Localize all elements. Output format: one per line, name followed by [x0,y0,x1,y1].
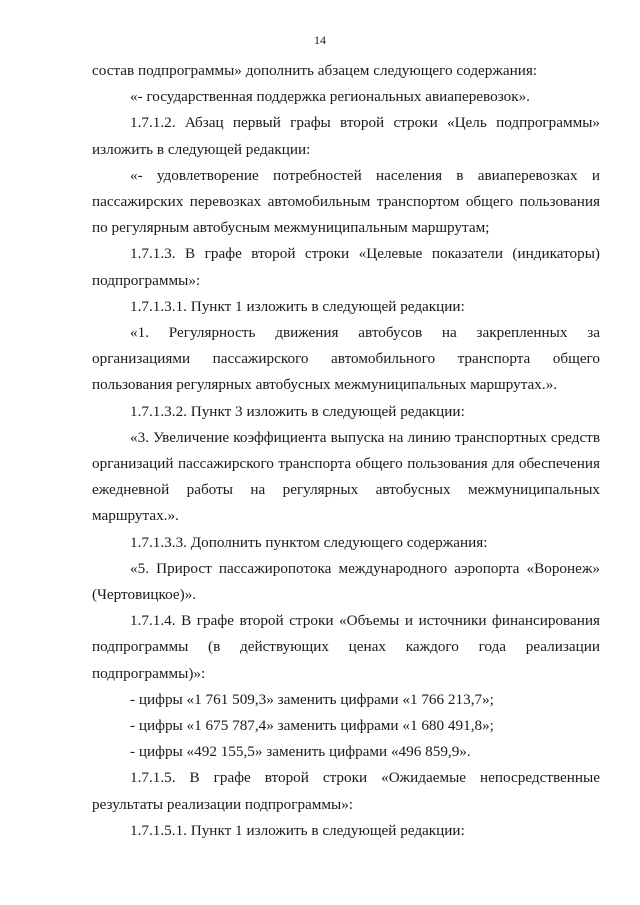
paragraph: «3. Увеличение коэффициента выпуска на линию транспортных средств организаций пассажирского транспорта общего пользования для обеспечения ежедневной работы на регулярных автобусных межмуниципальных маршрутах.». [92,428,600,525]
paragraph: - цифры «492 155,5» заменить цифрами «496 859,9». [130,743,471,761]
paragraph: - цифры «1 761 509,3» заменить цифрами «1 766 213,7»; [130,690,494,708]
paragraph: 1.7.1.5.1. Пункт 1 изложить в следующей редакции: [130,821,465,839]
paragraph: 1.7.1.3. В графе второй строки «Целевые показатели (индикаторы) подпрограммы»: [92,245,600,289]
paragraph: 1.7.1.3.2. Пункт 3 изложить в следующей редакции: [130,402,465,420]
paragraph: 1.7.1.3.1. Пункт 1 изложить в следующей редакции: [130,297,465,315]
paragraph: 1.7.1.3.3. Дополнить пунктом следующего содержания: [130,533,488,551]
paragraph: 1.7.1.4. В графе второй строки «Объемы и источники финансирования подпрограммы (в действующих ценах каждого года реализации подпрограммы)»: [92,612,600,682]
paragraph: «1. Регулярность движения автобусов на закрепленных за организациями пассажирского автомобильного транспорта общего пользования регулярных автобусных межмуниципальных маршрутах.». [92,324,600,394]
paragraph: 1.7.1.2. Абзац первый графы второй строки «Цель подпрограммы» изложить в следующей редакции: [92,114,600,158]
paragraph: - цифры «1 675 787,4» заменить цифрами «1 680 491,8»; [130,717,494,735]
paragraph: состав подпрограммы» дополнить абзацем следующего содержания: [92,62,538,79]
paragraph: 1.7.1.5. В графе второй строки «Ожидаемые непосредственные результаты реализации подпрограммы»: [92,769,600,813]
paragraph: «5. Прирост пассажиропотока международного аэропорта «Воронеж» (Чертовицкое)». [92,559,600,604]
paragraph: «- государственная поддержка региональных авиаперевозок». [130,88,530,106]
page-number: 14 [314,33,326,47]
document-body [92,58,600,844]
paragraph: «- удовлетворение потребностей населения в авиаперевозках и пассажирских перевозках автомобильным транспортом общего пользования по регулярным автобусным межмуниципальным маршрутам; [92,166,600,237]
